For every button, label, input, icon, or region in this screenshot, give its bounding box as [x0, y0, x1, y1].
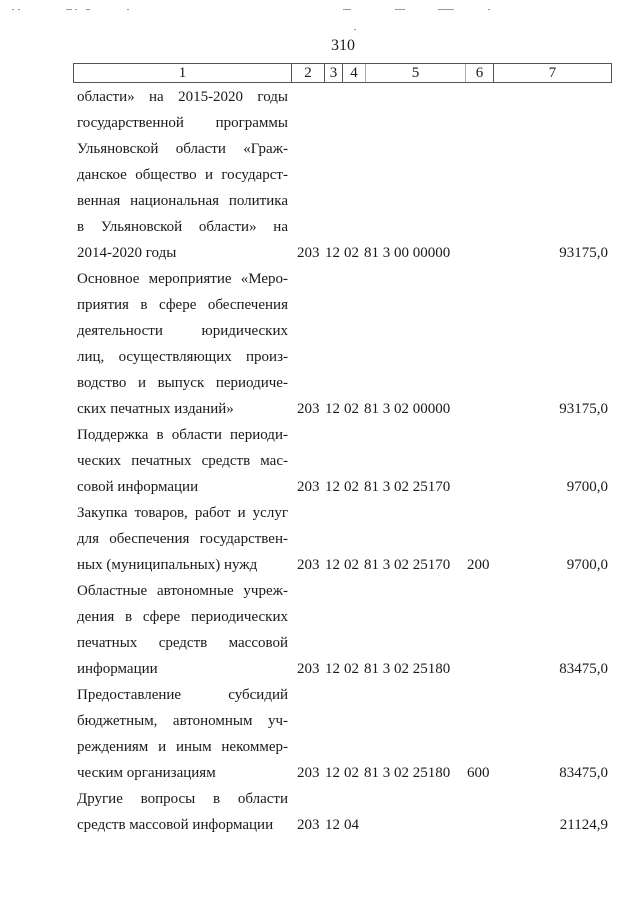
row-description-line: приятия в сфере обеспечения	[77, 297, 288, 313]
row-description-line: Поддержка в области периоди-	[77, 427, 288, 443]
row-description-line: Ульяновской области «Граж-	[77, 141, 288, 157]
scan-artifact	[127, 9, 129, 10]
row-description-line: лиц, осуществляющих произ-	[77, 349, 288, 365]
table-row	[0, 266, 640, 422]
target-article-code: 81 3 02 25170	[364, 479, 451, 495]
grbs-code: 203	[297, 661, 320, 677]
subsection-code: 02	[344, 765, 359, 781]
header-col-3: 3	[325, 64, 343, 82]
table-row	[0, 578, 640, 682]
amount-value: 9700,0	[566, 479, 608, 495]
row-description-line: ческих печатных средств мас-	[77, 453, 288, 469]
row-description-line: Областные автономные учреж-	[77, 583, 288, 599]
scan-artifact	[18, 9, 20, 10]
row-description-line: данское общество и государст-	[77, 167, 288, 183]
scan-artifact	[343, 9, 351, 10]
target-article-code: 81 3 00 00000	[364, 245, 451, 261]
amount-value: 83475,0	[559, 765, 608, 781]
row-description-line: водство и выпуск периодиче-	[77, 375, 288, 391]
amount-value: 93175,0	[559, 401, 608, 417]
header-col-6: 6	[466, 64, 494, 82]
scan-artifact	[12, 9, 14, 10]
subsection-code: 02	[344, 401, 359, 417]
amount-value: 83475,0	[559, 661, 608, 677]
row-description-line: деятельности юридических	[77, 323, 288, 339]
amount-value: 21124,9	[559, 817, 608, 833]
section-code: 12	[325, 557, 340, 573]
scan-artifact	[66, 9, 72, 10]
row-description-line: для обеспечения государствен-	[77, 531, 288, 547]
scan-artifact	[395, 9, 405, 10]
row-description-line: дения в сфере периодических	[77, 609, 288, 625]
header-col-2: 2	[292, 64, 325, 82]
table-row	[0, 786, 640, 838]
table-row	[0, 84, 640, 266]
subsection-code: 02	[344, 557, 359, 573]
table-row	[0, 422, 640, 500]
target-article-code: 81 3 02 25170	[364, 557, 451, 573]
section-code: 12	[325, 661, 340, 677]
expense-type-code: 200	[467, 557, 490, 573]
row-description-line: Другие вопросы в области	[77, 791, 288, 807]
section-code: 12	[325, 817, 340, 833]
section-code: 12	[325, 245, 340, 261]
table-row	[0, 500, 640, 578]
subsection-code: 02	[344, 661, 359, 677]
amount-value: 9700,0	[566, 557, 608, 573]
row-description-line: информации	[77, 661, 158, 677]
header-col-4: 4	[343, 64, 366, 82]
scan-artifact	[438, 9, 454, 10]
row-description-line: венная национальная политика	[77, 193, 288, 209]
header-col-7: 7	[548, 65, 557, 81]
row-description-line: в Ульяновской области» на	[77, 219, 288, 235]
grbs-code: 203	[297, 765, 320, 781]
scan-artifact	[75, 9, 77, 10]
amount-value: 93175,0	[559, 245, 608, 261]
target-article-code: 81 3 02 25180	[364, 765, 451, 781]
subsection-code: 04	[344, 817, 359, 833]
target-article-code: 81 3 02 25180	[364, 661, 451, 677]
section-code: 12	[325, 479, 340, 495]
row-description-line: Основное мероприятие «Меро-	[77, 271, 288, 287]
row-description-line: средств массовой информации	[77, 817, 274, 833]
row-description-line: области» на 2015-2020 годы	[77, 89, 288, 105]
row-description-line: ских печатных изданий»	[77, 401, 234, 417]
page-number: 310	[331, 37, 355, 54]
section-code: 12	[325, 401, 340, 417]
row-description-line: ческим организациям	[77, 765, 216, 781]
row-description-line: Закупка товаров, работ и услуг	[77, 505, 288, 521]
row-description-line: государственной программы	[77, 115, 288, 131]
grbs-code: 203	[297, 817, 320, 833]
grbs-code: 203	[297, 401, 320, 417]
grbs-code: 203	[297, 479, 320, 495]
grbs-code: 203	[297, 557, 320, 573]
header-col-5: 5	[366, 64, 466, 82]
row-description-line: печатных средств массовой	[77, 635, 288, 651]
table-body	[0, 84, 640, 838]
grbs-code: 203	[297, 245, 320, 261]
table-row	[0, 682, 640, 786]
subsection-code: 02	[344, 245, 359, 261]
row-description-line: совой информации	[77, 479, 199, 495]
scan-artifact	[488, 9, 490, 10]
row-description-line: бюджетным, автономным уч-	[77, 713, 288, 729]
scan-artifact	[86, 9, 90, 10]
subsection-code: 02	[344, 479, 359, 495]
row-description-line: 2014-2020 годы	[77, 245, 177, 261]
expense-type-code: 600	[467, 765, 490, 781]
row-description-line: Предоставление субсидий	[77, 687, 288, 703]
table-header	[73, 63, 612, 83]
header-col-1: 1	[74, 64, 292, 82]
row-description-line: ных (муниципальных) нужд	[77, 557, 258, 573]
section-code: 12	[325, 765, 340, 781]
scan-artifact	[354, 29, 356, 30]
row-description-line: реждениям и иным некоммер-	[77, 739, 288, 755]
target-article-code: 81 3 02 00000	[364, 401, 451, 417]
